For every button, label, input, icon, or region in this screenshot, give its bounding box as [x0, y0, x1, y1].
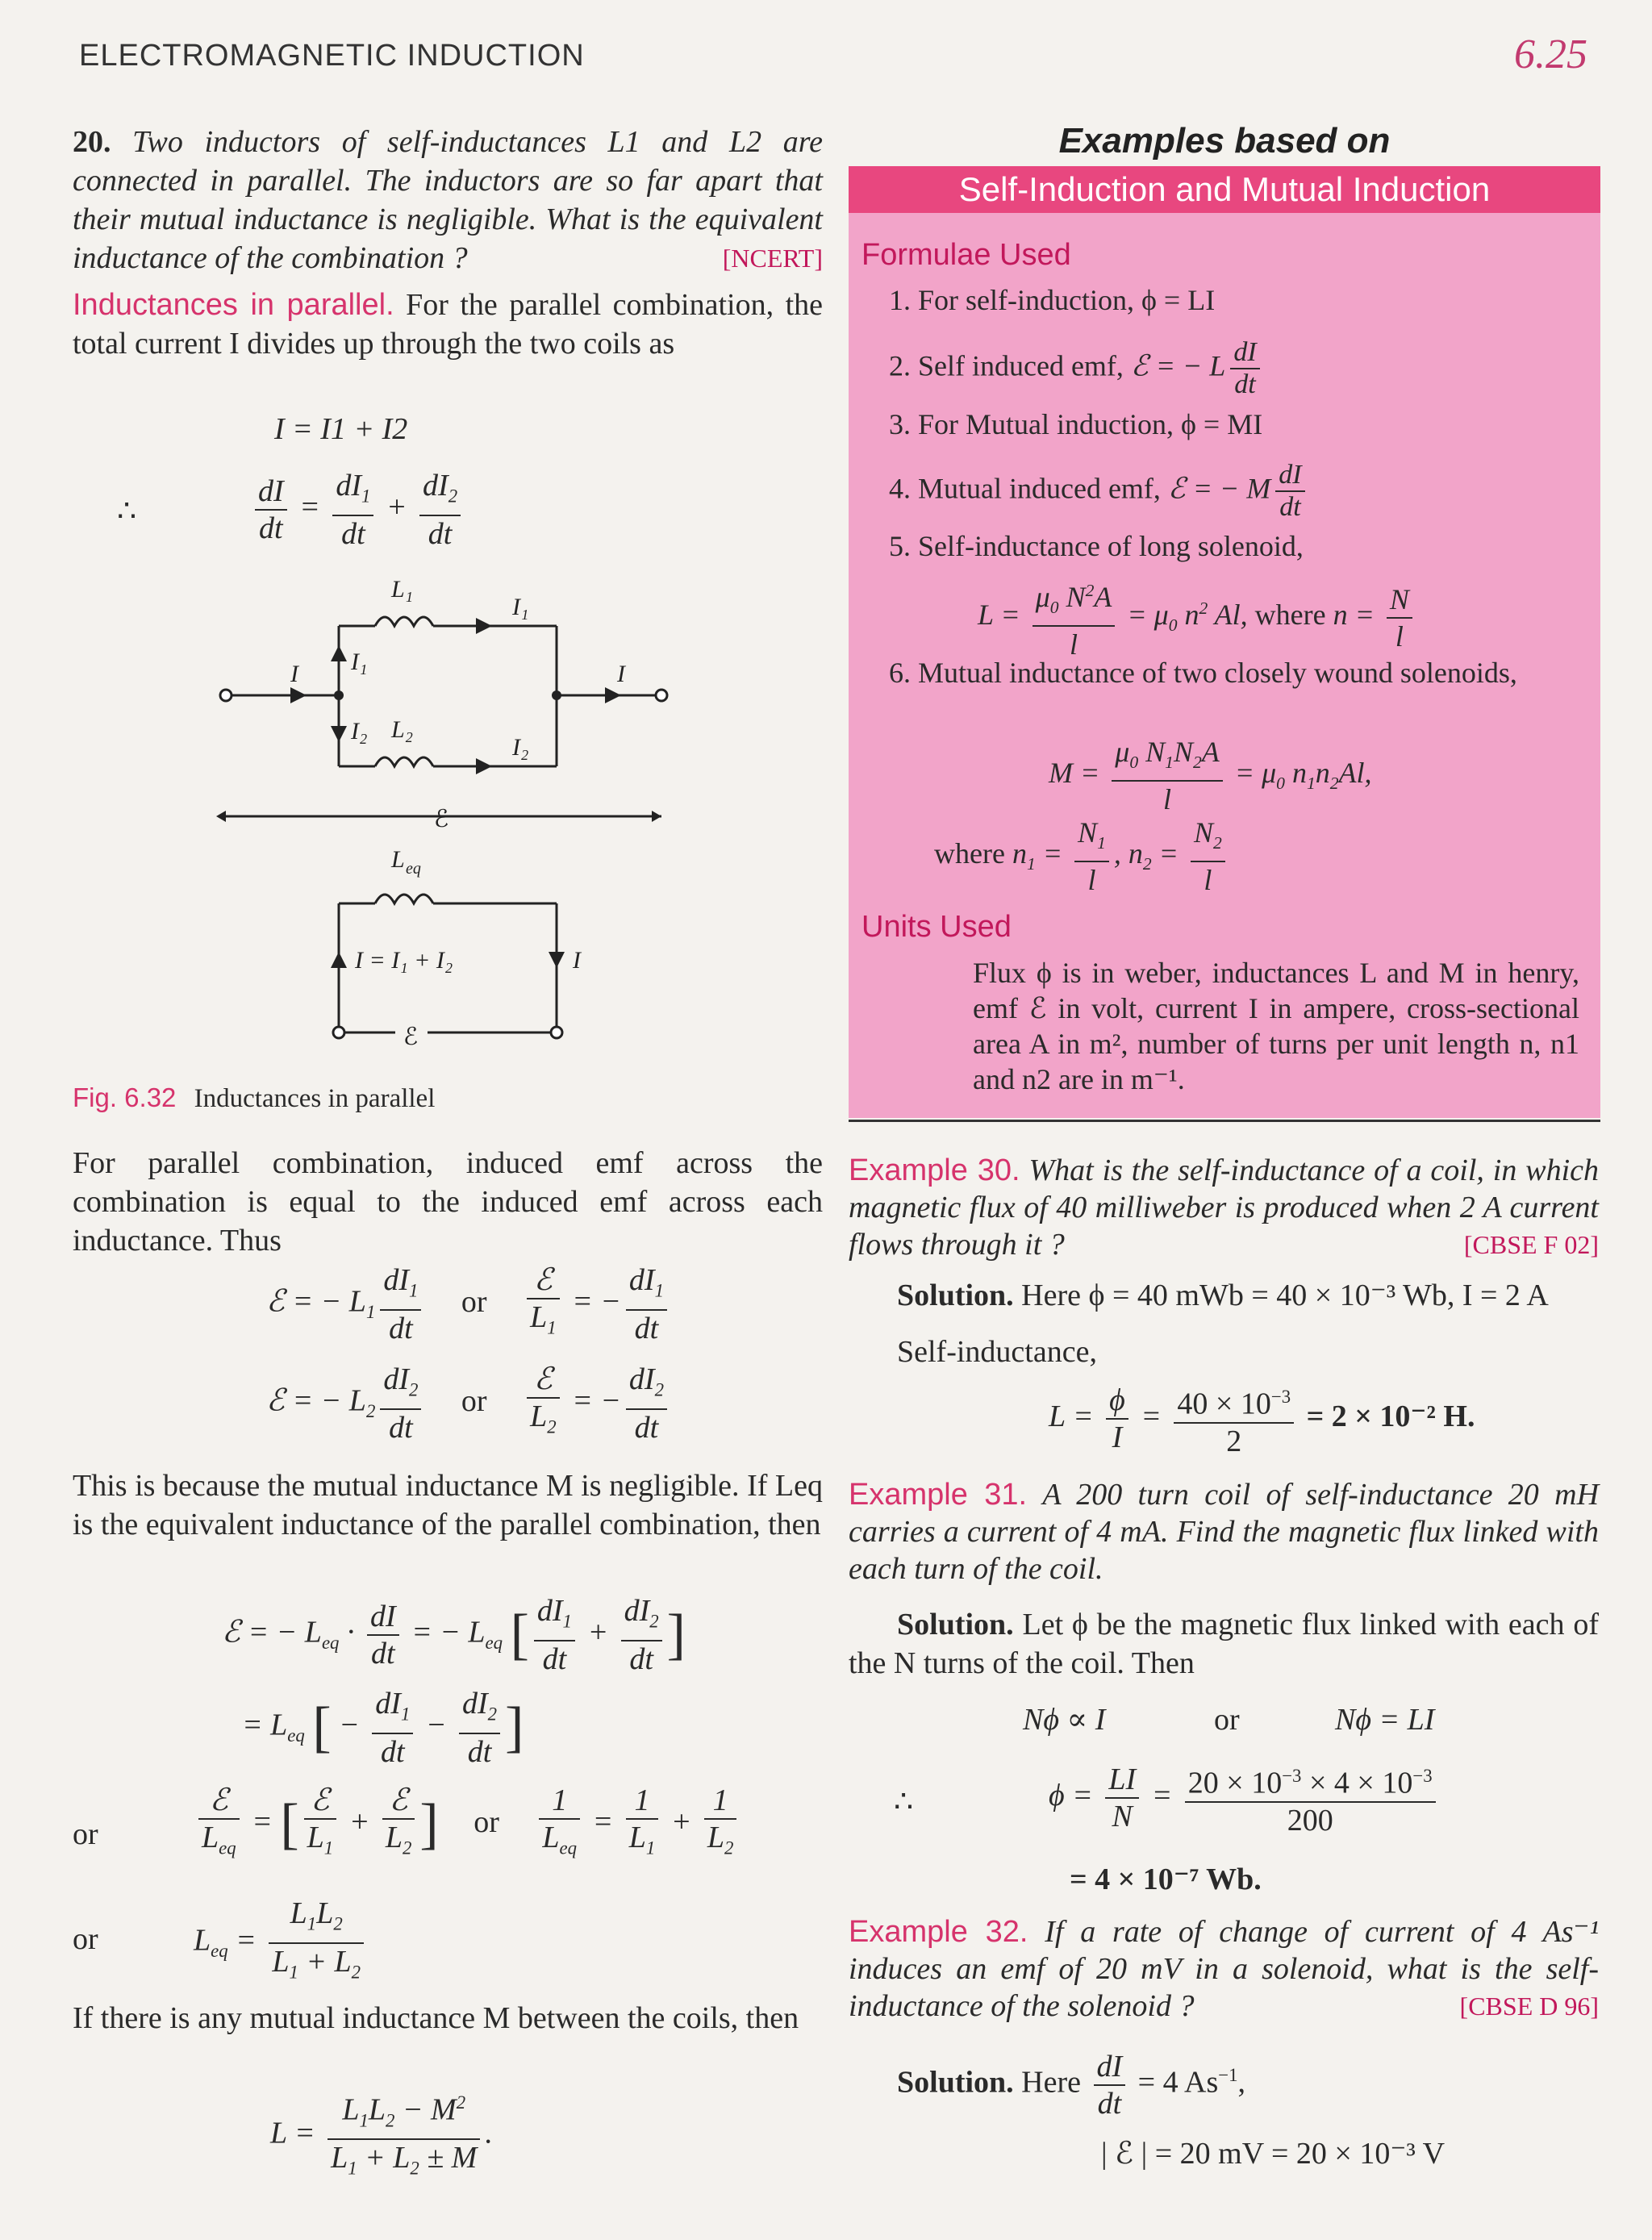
- mutual-l-equation: L = $\frac{L_1L_2 - M^2}{L_1 + L_2 \pm M}$ .: [270, 2085, 493, 2187]
- example-32-text: If a rate of change of current of 4 As⁻¹ induces an emf of 20 mV in a solenoid, what is the self-inductance of the solenoid ?: [849, 1915, 1599, 2023]
- example-32-tag: [CBSE D 96]: [1459, 1992, 1599, 2021]
- turns-per-length-equation: where $n_1$ = $\frac{N_1}{l}$ , $n_2$ = $\frac{N_2}{l}$: [934, 815, 1230, 898]
- example-32-label: Example 32.: [849, 1915, 1028, 1949]
- example-31-text: A 200 turn coil of self-inductance 20 mH carries a current of 4 mA. Find the magnetic flux linked with each turn of the coil.: [849, 1478, 1600, 1586]
- example-30-text: What is the self-inductance of a coil, in which magnetic flux of 40 milliweber is produced when 2 A current flows through it ?: [849, 1153, 1599, 1262]
- section-divider: [849, 1120, 1600, 1122]
- example-30-given: Here ϕ = 40 mWb = 40 × 10⁻³ Wb, I = 2 A: [1021, 1279, 1549, 1312]
- svg-text:I = I₁ + I₂: I = I₁ + I₂: [355, 947, 453, 974]
- svg-text:I: I: [290, 661, 298, 687]
- figure-text: Inductances in parallel: [194, 1084, 436, 1113]
- answer-text: For the parallel combination, the total current I divides up through the two coils as: [73, 288, 823, 361]
- mutual-inductance-paragraph: If there is any mutual inductance M between the coils, then: [73, 2001, 799, 2035]
- leq-result-equation: $L_{eq}$ = $\frac{L_1L_2}{L_1 + L_2}$: [194, 1896, 369, 1990]
- solution-label: Solution.: [897, 2065, 1014, 2100]
- units-text: Flux ϕ is in weber, inductances L and M in henry, emf ℰ in volt, current I in ampere, cross-sectional area A in m², number of turns per unit length n, n1 and n2 are in m⁻¹.: [973, 957, 1579, 1095]
- examples-band: Self-Induction and Mutual Induction: [849, 166, 1600, 213]
- formulae-heading: Formulae Used: [861, 238, 1071, 272]
- example-31-equation: ϕ = $\frac{LI}{N}$ = $\frac{20 \times 10^{-3} \times 4 \times 10^{-3}}{200}$: [1049, 1758, 1441, 1838]
- formula-1: 1. For self-induction, ϕ = LI: [889, 284, 1216, 316]
- example-30-label: Example 30.: [849, 1153, 1020, 1187]
- svg-text:I₁: I₁: [351, 649, 368, 675]
- example-32: [849, 1913, 1599, 2025]
- formula-4-label: 4. Mutual induced emf,: [889, 472, 1161, 505]
- svg-text:eq: eq: [406, 860, 421, 878]
- question-text: Two inductors of self-inductances L1 and L2 are connected in parallel. The inductors are so far apart that their mutual inductance is negligible. What is the equivalent inductance of the combination ?: [73, 125, 824, 275]
- example-31-solution: [849, 1605, 1599, 1683]
- therefore-symbol-2: ∴: [894, 1785, 914, 1819]
- units-heading: Units Used: [861, 910, 1012, 944]
- example-30-tag: [CBSE F 02]: [1463, 1230, 1599, 1259]
- derivative-equation: $\frac{dI}{dt}$ = $\frac{dI_1}{dt}$ + $\frac{dI_2}{dt}$: [250, 468, 465, 552]
- formula-2-label: 2. Self induced emf,: [889, 349, 1124, 382]
- example-32-emf: | ℰ | = 20 mV = 20 × 10⁻³ V: [1101, 2137, 1446, 2171]
- example-30-equation: L = $\frac{\phi}{I}$ = $\frac{40 \times 10^{-3}}{2}$ = 2 × 10⁻² H.: [1049, 1379, 1475, 1459]
- example-31-label: Example 31.: [849, 1478, 1028, 1512]
- equivalent-emf-equation: ℰ = − $L_{eq}$ · $\frac{dI}{dt}$ = − $L_{eq}$ [ $\frac{dI_1}{dt}$ + $\frac{dI_2}{dt}$ ]: [222, 1594, 686, 1676]
- svg-text:ℰ: ℰ: [434, 806, 449, 832]
- svg-text:I₂: I₂: [512, 734, 529, 761]
- figure-label: Fig. 6.32: [73, 1082, 177, 1112]
- svg-text:I₁: I₁: [512, 594, 529, 620]
- parallel-emf-paragraph: For parallel combination, induced emf across the combination is equal to the induced emf across each inductance. Thus: [73, 1146, 823, 1258]
- emf-equation-2: ℰ = − $L_2$ $\frac{dI_2}{dt}$ or $\frac{\text{ℰ}}{L_2}$ = − $\frac{dI_2}{dt}$: [266, 1362, 672, 1445]
- emf-ratio-equation: $\frac{\text{ℰ}}{L_{eq}}$ = [ $\frac{\text{ℰ}}{L_1}$ + $\frac{\text{ℰ}}{L_2}$ ] or $\frac{1}{L_{eq}}$ = $\frac{1}{L_1}$ + $\frac{1}{L_2}$: [194, 1783, 741, 1867]
- question-20: [73, 123, 823, 277]
- therefore-symbol: ∴: [117, 494, 137, 528]
- question-number: 20.: [73, 125, 111, 159]
- or-label-1: or: [73, 1817, 98, 1851]
- example-31-eq: Nϕ = LI: [1335, 1703, 1435, 1737]
- answer-paragraph: [73, 286, 823, 363]
- negligible-mutual-paragraph: This is because the mutual inductance M is negligible. If Leq is the equivalent inductance of the parallel combination, then: [73, 1469, 823, 1541]
- chapter-title: ELECTROMAGNETIC INDUCTION: [79, 39, 585, 73]
- svg-text:I: I: [573, 947, 581, 974]
- example-30-solution: [897, 1276, 1549, 1315]
- svg-text:L₁: L₁: [391, 576, 414, 603]
- page-number: 6.25: [1514, 31, 1587, 77]
- examples-title: Examples based on: [1058, 121, 1391, 161]
- example-31-or: or: [1214, 1703, 1240, 1737]
- example-30-result: = 2 × 10⁻² H.: [1306, 1399, 1475, 1434]
- figure-caption: [73, 1082, 435, 1114]
- formula-6: 6. Mutual inductance of two closely wound solenoids,: [889, 657, 1517, 689]
- example-30-self: Self-inductance,: [897, 1335, 1097, 1369]
- example-30: [849, 1152, 1599, 1263]
- emf-equation-1: ℰ = − $L_1$ $\frac{dI_1}{dt}$ or $\frac{\text{ℰ}}{L_1}$ = − $\frac{dI_1}{dt}$: [266, 1262, 672, 1346]
- svg-text:L₂: L₂: [391, 716, 414, 743]
- svg-text:I: I: [617, 661, 625, 687]
- example-31-result: = 4 × 10⁻⁷ Wb.: [1070, 1862, 1262, 1896]
- svg-text:I₂: I₂: [351, 718, 368, 745]
- svg-text:L: L: [391, 846, 405, 873]
- current-sum-equation: I = I1 + I2: [274, 412, 408, 446]
- equivalent-emf-equation-2: = $L_{eq}$ [ − $\frac{dI_1}{dt}$ − $\frac{dI_2}{dt}$ ]: [242, 1687, 524, 1769]
- or-label-2: or: [73, 1922, 98, 1956]
- formula-5: 5. Self-inductance of long solenoid,: [889, 530, 1304, 562]
- example-31: [849, 1476, 1599, 1587]
- solenoid-equation: L = $\frac{\mu_0 N^2A}{l}$ = $\mu_0$ $n^2$ Al, where n = $\frac{N}{l}$: [978, 573, 1417, 662]
- parallel-circuit-diagram: [210, 565, 694, 1065]
- example-31-given: Let ϕ be the magnetic flux linked with each of the N turns of the coil. Then: [849, 1608, 1599, 1680]
- mutual-solenoid-equation: M = $\frac{\mu_0 N_1N_2A}{l}$ = $\mu_0$ $n_1n_2Al$,: [1049, 736, 1372, 816]
- answer-heading: Inductances in parallel.: [73, 288, 394, 322]
- ncert-tag: [NCERT]: [722, 244, 823, 273]
- formula-3: 3. For Mutual induction, ϕ = MI: [889, 408, 1263, 440]
- solution-label: Solution.: [897, 1279, 1014, 1312]
- example-31-prop: Nϕ ∝ I: [1023, 1703, 1106, 1737]
- formula-4: 4. Mutual induced emf, ℰ = − M $\frac{dI}{dt}$: [889, 460, 1310, 523]
- formula-2: 2. Self induced emf, ℰ = − L $\frac{dI}{dt}$: [889, 337, 1265, 400]
- example-32-solution: Solution. Here $\frac{dI}{dt}$ = 4 $As^{-1}$,: [897, 2050, 1246, 2121]
- svg-text:ℰ: ℰ: [403, 1024, 419, 1050]
- solution-label: Solution.: [897, 1608, 1014, 1641]
